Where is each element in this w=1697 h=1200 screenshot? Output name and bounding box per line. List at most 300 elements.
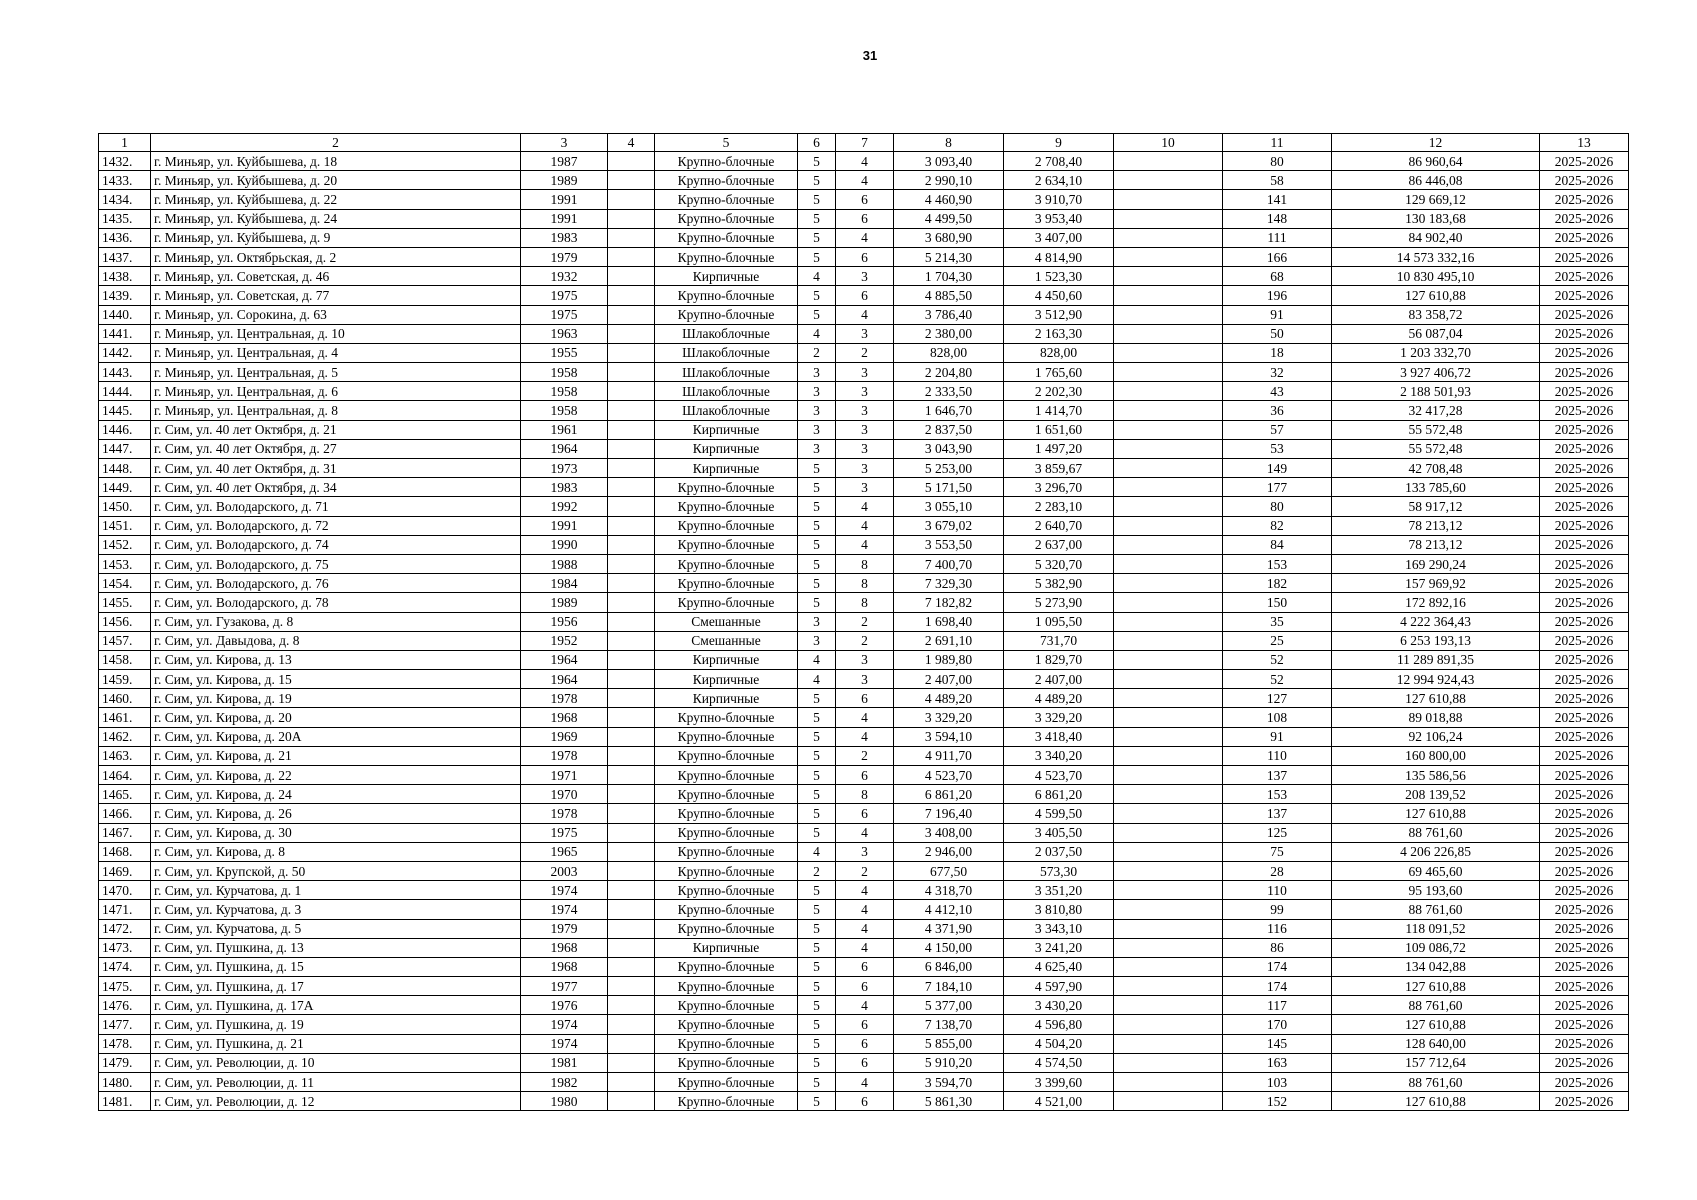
table-cell-col-12: 130 183,68: [1332, 209, 1540, 228]
table-cell-col-6: 3: [798, 401, 836, 420]
table-cell-col-9: 3 512,90: [1004, 305, 1114, 324]
table-cell-col-4: [608, 267, 655, 286]
table-cell-col-11: 153: [1223, 554, 1332, 573]
table-row: [99, 919, 1629, 938]
table-row: [99, 420, 1629, 439]
table-row: [99, 957, 1629, 976]
table-cell-col-9: 3 407,00: [1004, 228, 1114, 247]
table-cell-col-10: [1114, 267, 1223, 286]
table-cell-col-7: 4: [836, 881, 894, 900]
table-row: [99, 593, 1629, 612]
table-cell-col-13: 2025-2026: [1540, 459, 1629, 478]
table-cell-col-2: г. Сим, ул. Революции, д. 12: [151, 1092, 521, 1111]
table-cell-col-12: 55 572,48: [1332, 439, 1540, 458]
table-cell-col-5: Крупно-блочные: [655, 190, 798, 209]
table-cell-col-2: г. Сим, ул. Пушкина, д. 17А: [151, 996, 521, 1015]
table-cell-col-8: 3 594,10: [894, 727, 1004, 746]
table-cell-col-9: 1 651,60: [1004, 420, 1114, 439]
table-cell-col-10: [1114, 459, 1223, 478]
table-cell-col-13: 2025-2026: [1540, 861, 1629, 880]
header-row: [99, 134, 1629, 152]
table-cell-col-8: 2 204,80: [894, 363, 1004, 382]
table-cell-col-10: [1114, 324, 1223, 343]
table-cell-col-10: [1114, 574, 1223, 593]
table-cell-col-9: 1 497,20: [1004, 439, 1114, 458]
table-cell-col-8: 3 329,20: [894, 708, 1004, 727]
table-cell-col-10: [1114, 823, 1223, 842]
table-cell-col-3: 1991: [521, 516, 608, 535]
table-cell-col-10: [1114, 650, 1223, 669]
table-cell-col-1: 1436.: [99, 228, 151, 247]
table-cell-col-4: [608, 861, 655, 880]
table-cell-col-6: 5: [798, 881, 836, 900]
table-cell-col-11: 110: [1223, 881, 1332, 900]
table-cell-col-10: [1114, 881, 1223, 900]
table-cell-col-3: 1982: [521, 1073, 608, 1092]
table-cell-col-3: 1988: [521, 554, 608, 573]
table-cell-col-9: 828,00: [1004, 343, 1114, 362]
column-header: 5: [655, 134, 798, 152]
table-cell-col-8: 2 946,00: [894, 842, 1004, 861]
table-cell-col-9: 4 599,50: [1004, 804, 1114, 823]
table-cell-col-13: 2025-2026: [1540, 420, 1629, 439]
table-cell-col-5: Крупно-блочные: [655, 228, 798, 247]
table-cell-col-8: 4 885,50: [894, 286, 1004, 305]
table-cell-col-8: 5 855,00: [894, 1034, 1004, 1053]
table-cell-col-10: [1114, 708, 1223, 727]
table-row: [99, 516, 1629, 535]
table-cell-col-13: 2025-2026: [1540, 554, 1629, 573]
table-cell-col-7: 6: [836, 1053, 894, 1072]
table-cell-col-3: 2003: [521, 861, 608, 880]
table-cell-col-13: 2025-2026: [1540, 535, 1629, 554]
table-cell-col-2: г. Сим, ул. Революции, д. 10: [151, 1053, 521, 1072]
table-cell-col-11: 103: [1223, 1073, 1332, 1092]
table-cell-col-8: 4 489,20: [894, 689, 1004, 708]
table-cell-col-11: 170: [1223, 1015, 1332, 1034]
table-cell-col-9: 6 861,20: [1004, 785, 1114, 804]
table-row: [99, 152, 1629, 171]
table-cell-col-10: [1114, 612, 1223, 631]
table-row: [99, 554, 1629, 573]
table-cell-col-10: [1114, 1073, 1223, 1092]
table-cell-col-6: 5: [798, 823, 836, 842]
table-cell-col-6: 5: [798, 209, 836, 228]
housing-registry-table: [98, 133, 1629, 1111]
table-cell-col-6: 5: [798, 1053, 836, 1072]
table-cell-col-4: [608, 459, 655, 478]
table-row: [99, 938, 1629, 957]
table-cell-col-5: Смешанные: [655, 631, 798, 650]
table-cell-col-10: [1114, 593, 1223, 612]
table-cell-col-8: 4 318,70: [894, 881, 1004, 900]
table-cell-col-1: 1466.: [99, 804, 151, 823]
table-cell-col-6: 5: [798, 977, 836, 996]
table-cell-col-6: 5: [798, 1073, 836, 1092]
table-cell-col-2: г. Сим, ул. Курчатова, д. 5: [151, 919, 521, 938]
table-cell-col-4: [608, 766, 655, 785]
table-cell-col-6: 5: [798, 804, 836, 823]
table-cell-col-9: 731,70: [1004, 631, 1114, 650]
table-cell-col-10: [1114, 190, 1223, 209]
table-cell-col-3: 1964: [521, 439, 608, 458]
column-header: 13: [1540, 134, 1629, 152]
table-cell-col-8: 2 407,00: [894, 670, 1004, 689]
table-cell-col-13: 2025-2026: [1540, 152, 1629, 171]
table-cell-col-3: 1975: [521, 305, 608, 324]
table-cell-col-8: 2 691,10: [894, 631, 1004, 650]
table-cell-col-1: 1464.: [99, 766, 151, 785]
table-cell-col-3: 1979: [521, 247, 608, 266]
table-cell-col-3: 1968: [521, 708, 608, 727]
table-cell-col-9: 2 708,40: [1004, 152, 1114, 171]
table-cell-col-1: 1437.: [99, 247, 151, 266]
table-cell-col-5: Крупно-блочные: [655, 785, 798, 804]
table-cell-col-4: [608, 612, 655, 631]
table-cell-col-4: [608, 650, 655, 669]
table-cell-col-6: 5: [798, 171, 836, 190]
table-cell-col-3: 1971: [521, 766, 608, 785]
table-cell-col-3: 1989: [521, 171, 608, 190]
table-cell-col-12: 127 610,88: [1332, 804, 1540, 823]
table-cell-col-4: [608, 631, 655, 650]
table-cell-col-5: Крупно-блочные: [655, 977, 798, 996]
column-header: 4: [608, 134, 655, 152]
table-cell-col-12: 157 712,64: [1332, 1053, 1540, 1072]
table-cell-col-1: 1444.: [99, 382, 151, 401]
table-cell-col-9: 2 163,30: [1004, 324, 1114, 343]
table-cell-col-3: 1961: [521, 420, 608, 439]
table-cell-col-10: [1114, 382, 1223, 401]
table-cell-col-13: 2025-2026: [1540, 785, 1629, 804]
table-cell-col-8: 7 329,30: [894, 574, 1004, 593]
table-cell-col-5: Кирпичные: [655, 459, 798, 478]
table-cell-col-12: 127 610,88: [1332, 977, 1540, 996]
table-cell-col-7: 6: [836, 190, 894, 209]
table-cell-col-7: 4: [836, 497, 894, 516]
table-cell-col-7: 6: [836, 247, 894, 266]
table-cell-col-2: г. Сим, ул. Кирова, д. 13: [151, 650, 521, 669]
table-cell-col-12: 169 290,24: [1332, 554, 1540, 573]
table-cell-col-8: 677,50: [894, 861, 1004, 880]
table-cell-col-12: 135 586,56: [1332, 766, 1540, 785]
table-cell-col-13: 2025-2026: [1540, 343, 1629, 362]
table-cell-col-1: 1458.: [99, 650, 151, 669]
table-cell-col-6: 5: [798, 689, 836, 708]
table-cell-col-11: 50: [1223, 324, 1332, 343]
table-cell-col-6: 2: [798, 343, 836, 362]
table-cell-col-8: 4 911,70: [894, 746, 1004, 765]
table-cell-col-4: [608, 382, 655, 401]
table-cell-col-6: 5: [798, 516, 836, 535]
table-cell-col-8: 7 184,10: [894, 977, 1004, 996]
table-cell-col-10: [1114, 228, 1223, 247]
table-cell-col-2: г. Сим, ул. 40 лет Октября, д. 27: [151, 439, 521, 458]
table-row: [99, 1034, 1629, 1053]
table-cell-col-1: 1461.: [99, 708, 151, 727]
table-cell-col-5: Кирпичные: [655, 267, 798, 286]
table-cell-col-6: 5: [798, 766, 836, 785]
table-cell-col-10: [1114, 516, 1223, 535]
table-cell-col-13: 2025-2026: [1540, 631, 1629, 650]
table-cell-col-11: 91: [1223, 305, 1332, 324]
table-cell-col-3: 1989: [521, 593, 608, 612]
table-cell-col-7: 4: [836, 171, 894, 190]
table-cell-col-4: [608, 535, 655, 554]
table-cell-col-6: 5: [798, 305, 836, 324]
table-cell-col-11: 57: [1223, 420, 1332, 439]
table-cell-col-1: 1448.: [99, 459, 151, 478]
table-cell-col-3: 1980: [521, 1092, 608, 1111]
table-cell-col-5: Кирпичные: [655, 420, 798, 439]
table-cell-col-11: 58: [1223, 171, 1332, 190]
table-cell-col-8: 5 861,30: [894, 1092, 1004, 1111]
table-cell-col-7: 8: [836, 593, 894, 612]
table-cell-col-1: 1480.: [99, 1073, 151, 1092]
table-cell-col-1: 1481.: [99, 1092, 151, 1111]
table-cell-col-3: 1963: [521, 324, 608, 343]
table-cell-col-13: 2025-2026: [1540, 938, 1629, 957]
table-cell-col-7: 3: [836, 459, 894, 478]
table-cell-col-7: 4: [836, 1073, 894, 1092]
table-cell-col-5: Кирпичные: [655, 689, 798, 708]
table-cell-col-5: Крупно-блочные: [655, 900, 798, 919]
table-cell-col-7: 6: [836, 286, 894, 305]
table-cell-col-11: 91: [1223, 727, 1332, 746]
table-cell-col-2: г. Сим, ул. Кирова, д. 20А: [151, 727, 521, 746]
table-cell-col-1: 1475.: [99, 977, 151, 996]
table-cell-col-6: 5: [798, 996, 836, 1015]
table-cell-col-2: г. Сим, ул. Пушкина, д. 15: [151, 957, 521, 976]
table-cell-col-4: [608, 401, 655, 420]
table-cell-col-13: 2025-2026: [1540, 305, 1629, 324]
table-cell-col-1: 1456.: [99, 612, 151, 631]
table-cell-col-6: 5: [798, 574, 836, 593]
table-cell-col-12: 134 042,88: [1332, 957, 1540, 976]
column-header: 11: [1223, 134, 1332, 152]
table-cell-col-12: 129 669,12: [1332, 190, 1540, 209]
table-cell-col-10: [1114, 343, 1223, 362]
table-cell-col-10: [1114, 900, 1223, 919]
table-cell-col-1: 1435.: [99, 209, 151, 228]
table-cell-col-1: 1478.: [99, 1034, 151, 1053]
table-cell-col-8: 3 594,70: [894, 1073, 1004, 1092]
table-cell-col-5: Кирпичные: [655, 650, 798, 669]
table-cell-col-9: 4 521,00: [1004, 1092, 1114, 1111]
table-cell-col-5: Крупно-блочные: [655, 574, 798, 593]
table-cell-col-3: 1969: [521, 727, 608, 746]
table-cell-col-10: [1114, 554, 1223, 573]
table-row: [99, 401, 1629, 420]
table-cell-col-6: 5: [798, 228, 836, 247]
table-cell-col-1: 1476.: [99, 996, 151, 1015]
table-cell-col-9: 4 625,40: [1004, 957, 1114, 976]
table-cell-col-12: 208 139,52: [1332, 785, 1540, 804]
table-cell-col-3: 1974: [521, 900, 608, 919]
column-header: 7: [836, 134, 894, 152]
table-cell-col-10: [1114, 631, 1223, 650]
table-cell-col-9: 4 814,90: [1004, 247, 1114, 266]
table-cell-col-9: 3 430,20: [1004, 996, 1114, 1015]
table-cell-col-9: 5 273,90: [1004, 593, 1114, 612]
table-cell-col-2: г. Миньяр, ул. Центральная, д. 6: [151, 382, 521, 401]
table-row: [99, 190, 1629, 209]
table-cell-col-9: 3 343,10: [1004, 919, 1114, 938]
table-cell-col-11: 86: [1223, 938, 1332, 957]
table-cell-col-9: 4 523,70: [1004, 766, 1114, 785]
table-cell-col-7: 4: [836, 919, 894, 938]
table-cell-col-11: 32: [1223, 363, 1332, 382]
table-cell-col-4: [608, 478, 655, 497]
table-cell-col-6: 5: [798, 190, 836, 209]
table-cell-col-2: г. Сим, ул. Кирова, д. 26: [151, 804, 521, 823]
table-cell-col-3: 1970: [521, 785, 608, 804]
table-cell-col-13: 2025-2026: [1540, 190, 1629, 209]
table-cell-col-9: 2 407,00: [1004, 670, 1114, 689]
table-cell-col-2: г. Сим, ул. Кирова, д. 8: [151, 842, 521, 861]
table-cell-col-11: 163: [1223, 1053, 1332, 1072]
table-cell-col-5: Крупно-блочные: [655, 919, 798, 938]
table-cell-col-6: 5: [798, 1092, 836, 1111]
table-cell-col-8: 3 679,02: [894, 516, 1004, 535]
table-cell-col-5: Крупно-блочные: [655, 823, 798, 842]
table-cell-col-7: 4: [836, 900, 894, 919]
table-cell-col-4: [608, 881, 655, 900]
table-cell-col-12: 3 927 406,72: [1332, 363, 1540, 382]
column-header: 8: [894, 134, 1004, 152]
table-row: [99, 785, 1629, 804]
table-cell-col-1: 1432.: [99, 152, 151, 171]
table-cell-col-2: г. Миньяр, ул. Октябрьская, д. 2: [151, 247, 521, 266]
table-cell-col-13: 2025-2026: [1540, 516, 1629, 535]
table-cell-col-10: [1114, 286, 1223, 305]
table-cell-col-1: 1438.: [99, 267, 151, 286]
table-cell-col-2: г. Сим, ул. Володарского, д. 71: [151, 497, 521, 516]
table-cell-col-7: 3: [836, 670, 894, 689]
column-header: 3: [521, 134, 608, 152]
table-cell-col-11: 117: [1223, 996, 1332, 1015]
table-cell-col-13: 2025-2026: [1540, 1053, 1629, 1072]
table-cell-col-13: 2025-2026: [1540, 996, 1629, 1015]
table-cell-col-1: 1440.: [99, 305, 151, 324]
table-row: [99, 881, 1629, 900]
table-cell-col-5: Крупно-блочные: [655, 1015, 798, 1034]
table-cell-col-11: 53: [1223, 439, 1332, 458]
table-cell-col-1: 1465.: [99, 785, 151, 804]
table-row: [99, 612, 1629, 631]
table-row: [99, 171, 1629, 190]
table-cell-col-3: 1981: [521, 1053, 608, 1072]
table-cell-col-12: 2 188 501,93: [1332, 382, 1540, 401]
table-cell-col-9: 3 296,70: [1004, 478, 1114, 497]
table-cell-col-11: 127: [1223, 689, 1332, 708]
table-cell-col-2: г. Сим, ул. Давыдова, д. 8: [151, 631, 521, 650]
table-cell-col-3: 1984: [521, 574, 608, 593]
table-cell-col-3: 1974: [521, 1015, 608, 1034]
table-cell-col-13: 2025-2026: [1540, 650, 1629, 669]
table-cell-col-4: [608, 746, 655, 765]
table-row: [99, 727, 1629, 746]
table-cell-col-9: 2 637,00: [1004, 535, 1114, 554]
table-cell-col-2: г. Миньяр, ул. Центральная, д. 10: [151, 324, 521, 343]
table-cell-col-8: 3 408,00: [894, 823, 1004, 842]
table-cell-col-12: 157 969,92: [1332, 574, 1540, 593]
table-cell-col-5: Крупно-блочные: [655, 478, 798, 497]
table-cell-col-12: 86 446,08: [1332, 171, 1540, 190]
table-cell-col-8: 7 138,70: [894, 1015, 1004, 1034]
table-cell-col-2: г. Сим, ул. Курчатова, д. 1: [151, 881, 521, 900]
table-cell-col-8: 2 837,50: [894, 420, 1004, 439]
table-cell-col-13: 2025-2026: [1540, 574, 1629, 593]
table-cell-col-4: [608, 209, 655, 228]
table-cell-col-12: 89 018,88: [1332, 708, 1540, 727]
table-cell-col-1: 1434.: [99, 190, 151, 209]
table-cell-col-8: 1 698,40: [894, 612, 1004, 631]
table-cell-col-6: 5: [798, 459, 836, 478]
table-cell-col-5: Шлакоблочные: [655, 343, 798, 362]
table-cell-col-11: 84: [1223, 535, 1332, 554]
table-row: [99, 574, 1629, 593]
table-row: [99, 478, 1629, 497]
table-cell-col-4: [608, 1015, 655, 1034]
table-cell-col-5: Крупно-блочные: [655, 535, 798, 554]
table-cell-col-10: [1114, 842, 1223, 861]
table-row: [99, 459, 1629, 478]
table-cell-col-11: 166: [1223, 247, 1332, 266]
table-cell-col-4: [608, 343, 655, 362]
table-cell-col-10: [1114, 938, 1223, 957]
table-cell-col-1: 1455.: [99, 593, 151, 612]
table-cell-col-5: Крупно-блочные: [655, 171, 798, 190]
table-cell-col-9: 3 399,60: [1004, 1073, 1114, 1092]
table-cell-col-1: 1457.: [99, 631, 151, 650]
table-cell-col-3: 1974: [521, 881, 608, 900]
table-cell-col-8: 5 214,30: [894, 247, 1004, 266]
table-row: [99, 708, 1629, 727]
table-cell-col-2: г. Сим, ул. Володарского, д. 74: [151, 535, 521, 554]
table-cell-col-12: 172 892,16: [1332, 593, 1540, 612]
table-cell-col-4: [608, 363, 655, 382]
table-cell-col-13: 2025-2026: [1540, 439, 1629, 458]
table-cell-col-4: [608, 152, 655, 171]
table-cell-col-7: 6: [836, 1034, 894, 1053]
table-cell-col-7: 6: [836, 977, 894, 996]
table-cell-col-10: [1114, 439, 1223, 458]
table-cell-col-5: Крупно-блочные: [655, 286, 798, 305]
table-cell-col-9: 3 859,67: [1004, 459, 1114, 478]
table-cell-col-5: Крупно-блочные: [655, 996, 798, 1015]
table-cell-col-5: Крупно-блочные: [655, 497, 798, 516]
table-row: [99, 823, 1629, 842]
table-cell-col-6: 3: [798, 439, 836, 458]
table-cell-col-2: г. Сим, ул. Революции, д. 11: [151, 1073, 521, 1092]
table-cell-col-3: 1952: [521, 631, 608, 650]
table-cell-col-10: [1114, 689, 1223, 708]
table-cell-col-6: 3: [798, 420, 836, 439]
table-cell-col-6: 3: [798, 363, 836, 382]
table-cell-col-4: [608, 785, 655, 804]
table-row: [99, 804, 1629, 823]
table-cell-col-4: [608, 977, 655, 996]
table-cell-col-12: 109 086,72: [1332, 938, 1540, 957]
table-row: [99, 689, 1629, 708]
table-cell-col-13: 2025-2026: [1540, 286, 1629, 305]
table-cell-col-4: [608, 574, 655, 593]
table-cell-col-4: [608, 305, 655, 324]
table-cell-col-4: [608, 171, 655, 190]
table-cell-col-12: 84 902,40: [1332, 228, 1540, 247]
table-cell-col-10: [1114, 861, 1223, 880]
